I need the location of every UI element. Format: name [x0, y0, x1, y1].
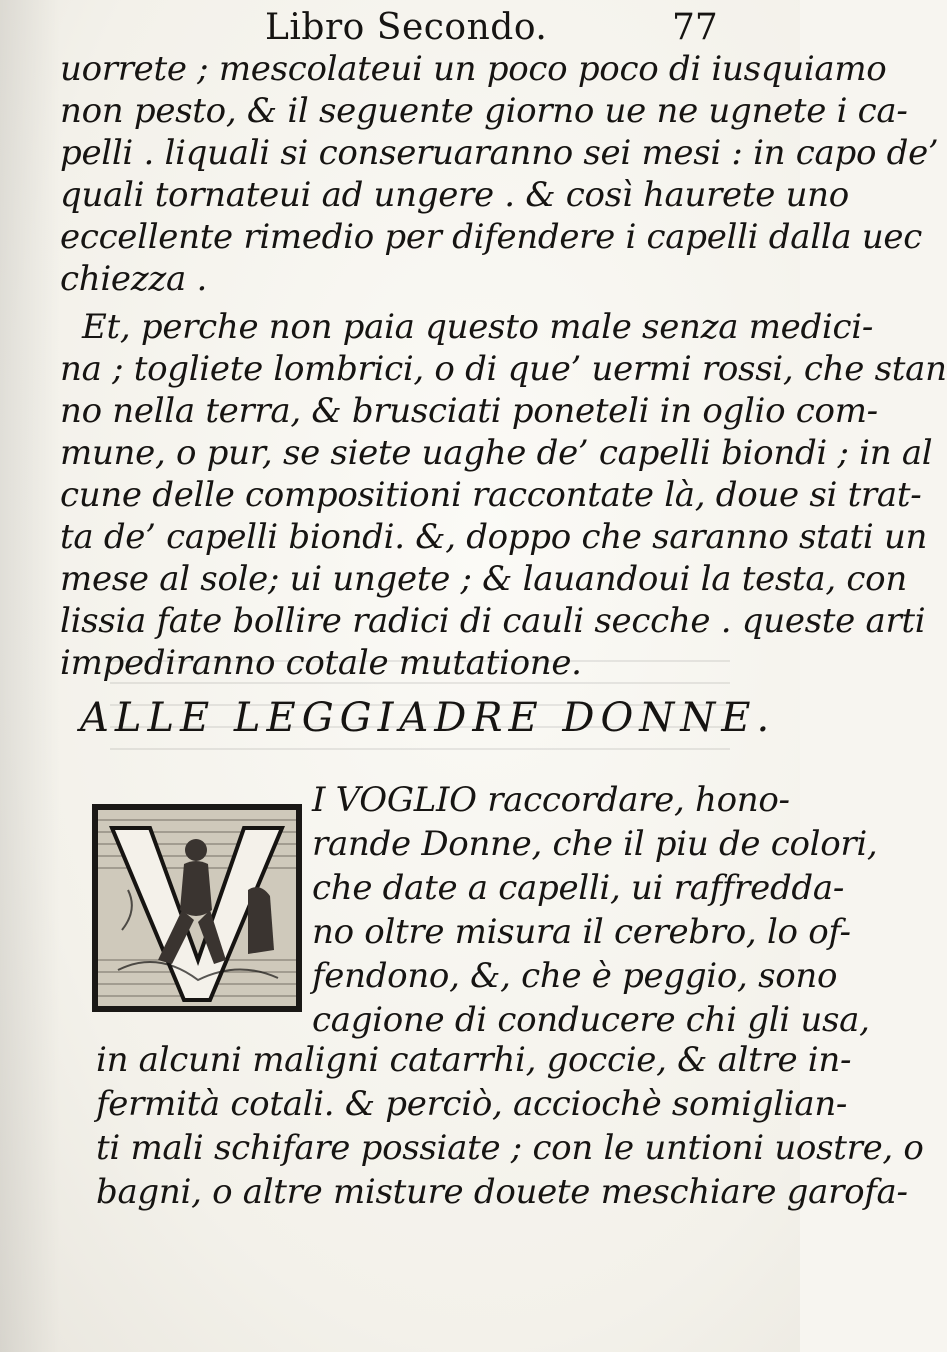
text-line: no nella terra, & brusciati poneteli in oglio com- — [60, 391, 878, 431]
text-line: no oltre misura il cerebro, lo of- — [312, 912, 851, 952]
text-line: cune delle compositioni raccontate là, doue si trat- — [60, 475, 922, 515]
text-line: I VOGLIO raccordare, hono- — [312, 780, 790, 820]
text-line: mese al sole; ui ungete ; & lauandoui la testa, con — [60, 559, 907, 599]
text-line: na ; togliete lombrici, o di que’ uermi rossi, che stan — [60, 349, 947, 389]
text-line: chiezza . — [60, 259, 207, 299]
text-line: quali tornateui ad ungere . & così haurete uno — [60, 175, 849, 215]
text-line: lissia fate bollire radici di cauli secche . queste arti — [60, 601, 926, 641]
text-line: in alcuni maligni catarrhi, goccie, & altre in- — [96, 1040, 852, 1080]
running-title: Libro Secondo. — [265, 7, 548, 48]
text-line: uorrete ; mescolateui un poco poco di iusquiamo — [60, 49, 887, 89]
gutter-shadow — [0, 0, 60, 1352]
text-line: che date a capelli, ui raffredda- — [312, 868, 845, 908]
text-line: ta de’ capelli biondi. &, doppo che saranno stati un — [60, 517, 928, 557]
woodcut-initial-v-icon — [92, 804, 302, 1012]
text-line: bagni, o altre misture douete meschiare garofa- — [96, 1172, 908, 1212]
text-line: pelli . liquali si conseruaranno sei mesi : in capo de’ — [60, 133, 939, 173]
text-line: non pesto, & il seguente giorno ue ne ugnete i ca- — [60, 91, 908, 131]
text-line: fermità cotali. & perciò, acciochè somiglian- — [96, 1084, 848, 1124]
text-line: mune, o pur, se siete uaghe de’ capelli biondi ; in al — [60, 433, 933, 473]
woodcut-initial-art — [98, 810, 296, 1006]
text-line: eccellente rimedio per difendere i capelli dalla uec — [60, 217, 922, 257]
section-heading: ALLE LEGGIADRE DONNE. — [80, 695, 776, 741]
paragraph-3-full-width — [96, 1038, 924, 1214]
text-line: ti mali schifare possiate ; con le untioni uostre, o — [96, 1128, 924, 1168]
running-head — [0, 6, 800, 50]
text-line: Et, perche non paia questo male senza medici- — [82, 307, 874, 347]
paragraph-1 — [60, 48, 939, 300]
text-line: fendono, &, che è peggio, sono — [312, 956, 838, 996]
page-number: 77 — [672, 7, 718, 48]
text-line: cagione di conducere chi gli usa, — [312, 1000, 870, 1040]
paragraph-2 — [60, 306, 947, 684]
text-line: rande Donne, che il piu de colori, — [312, 824, 878, 864]
text-line: impediranno cotale mutatione. — [60, 643, 582, 683]
paragraph-3-beside-initial — [312, 778, 878, 1042]
